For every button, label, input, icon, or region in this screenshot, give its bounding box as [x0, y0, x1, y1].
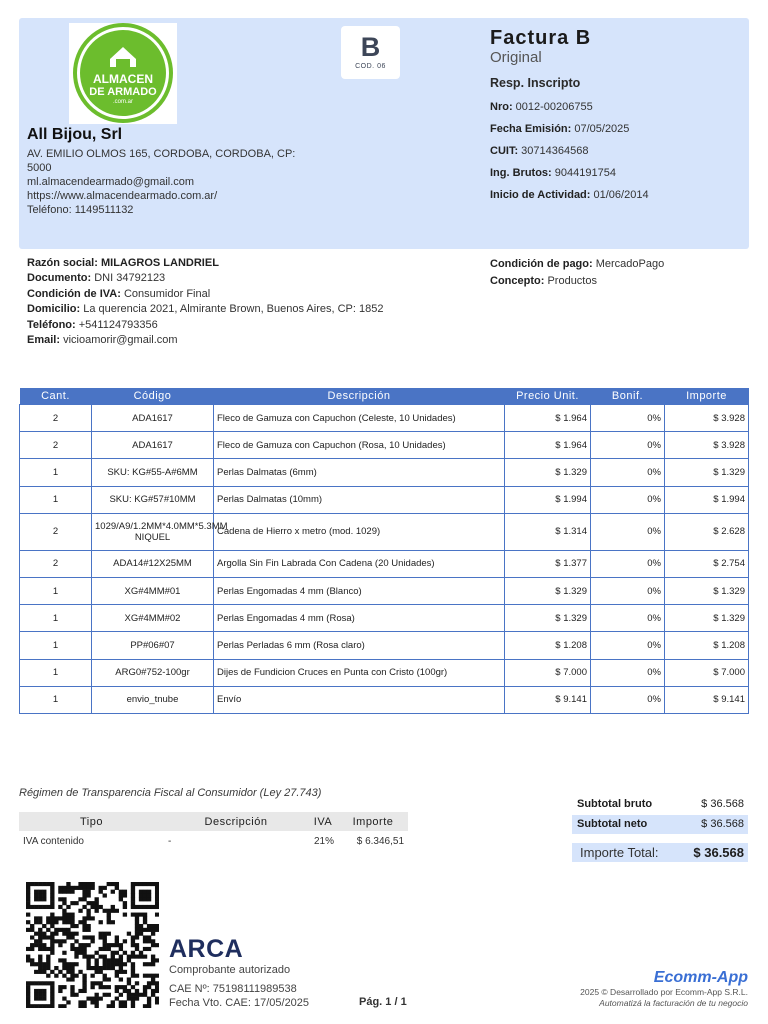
arca-status: Comprobante autorizado [169, 964, 291, 976]
item-importe: $ 1.208 [665, 632, 749, 659]
item-codigo: XG#4MM#02 [92, 605, 214, 632]
item-descripcion: Fleco de Gamuza con Capuchon (Rosa, 10 Unidades) [214, 432, 505, 459]
item-codigo: ADA14#12X25MM [92, 550, 214, 577]
table-row [20, 513, 749, 550]
item-cant: 2 [20, 550, 92, 577]
item-precio: $ 1.329 [505, 459, 591, 486]
col-bonif: Bonif. [591, 388, 665, 405]
item-cant: 2 [20, 405, 92, 432]
arca-block [169, 935, 309, 1010]
qr-code[interactable] [26, 882, 159, 1008]
item-bonif: 0% [591, 577, 665, 604]
item-precio: $ 1.994 [505, 486, 591, 513]
item-precio: $ 1.314 [505, 513, 591, 550]
table-row [20, 459, 749, 486]
item-precio: $ 1.329 [505, 605, 591, 632]
table-row [20, 659, 749, 686]
item-importe: $ 3.928 [665, 432, 749, 459]
company-email: ml.almacendearmado@gmail.com [27, 176, 195, 188]
ecomm-tagline: Automatizá la facturación de tu negocio [599, 998, 748, 1008]
page-number: Pág. 1 / 1 [359, 996, 407, 1008]
tax-header-row [19, 812, 408, 831]
company-website: https://www.almacendearmado.com.ar/ [27, 190, 218, 202]
items-header-row [20, 388, 749, 405]
subtotal-neto: Subtotal neto $ 36.568 [572, 815, 748, 834]
ecomm-logo: Ecomm-App [653, 969, 748, 986]
table-row [20, 550, 749, 577]
tax-col-importe: Importe [338, 812, 408, 831]
col-importe: Importe [665, 388, 749, 405]
col-precio: Precio Unit. [505, 388, 591, 405]
item-cant: 1 [20, 459, 92, 486]
client-name: Razón social: MILAGROS LANDRIEL [27, 257, 219, 269]
item-codigo: envio_tnube [92, 686, 214, 713]
item-bonif: 0% [591, 550, 665, 577]
tax-iva: 21% [313, 835, 334, 847]
totals [572, 795, 748, 862]
subtotal-bruto: Subtotal bruto $ 36.568 [577, 798, 744, 810]
logo-line3: .com.ar [112, 99, 134, 105]
item-importe: $ 7.000 [665, 659, 749, 686]
item-precio: $ 9.141 [505, 686, 591, 713]
ecomm-footer [580, 969, 748, 1009]
col-cant: Cant. [20, 388, 92, 405]
item-precio: $ 1.329 [505, 577, 591, 604]
table-row [20, 405, 749, 432]
payment-concept: Concepto: Productos [490, 275, 597, 287]
item-importe: $ 9.141 [665, 686, 749, 713]
payment-info [490, 256, 750, 290]
ecomm-dev: 2025 © Desarrollado por Ecomm-App S.R.L. [580, 987, 748, 997]
table-row [20, 605, 749, 632]
item-descripcion: Perlas Dalmatas (10mm) [214, 486, 505, 513]
invoice-letter-box [341, 26, 400, 79]
company-phone: Teléfono: 1149511132 [27, 204, 134, 216]
invoice-title: Factura B [490, 27, 592, 49]
item-cant: 1 [20, 577, 92, 604]
invoice-number: Nro: 0012-00206755 [490, 101, 593, 113]
item-bonif: 0% [591, 405, 665, 432]
col-descripcion: Descripción [214, 388, 505, 405]
table-row [20, 432, 749, 459]
item-codigo: SKU: KG#55-A#6MM [92, 459, 214, 486]
item-cant: 1 [20, 686, 92, 713]
tax-table [19, 812, 408, 851]
tax-col-iva: IVA [308, 812, 338, 831]
item-importe: $ 1.329 [665, 459, 749, 486]
col-codigo: Código [92, 388, 214, 405]
item-descripcion: Envío [214, 686, 505, 713]
company-address: AV. EMILIO OLMOS 165, CORDOBA, CORDOBA, CP: [27, 148, 296, 160]
invoice-code: COD. 06 [355, 63, 386, 70]
item-precio: $ 1.964 [505, 432, 591, 459]
item-importe: $ 2.754 [665, 550, 749, 577]
item-bonif: 0% [591, 486, 665, 513]
item-descripcion: Perlas Perladas 6 mm (Rosa claro) [214, 632, 505, 659]
tax-row [19, 831, 408, 851]
table-row [20, 632, 749, 659]
item-bonif: 0% [591, 432, 665, 459]
item-codigo: ADA1617 [92, 432, 214, 459]
cae-due-date: Fecha Vto. CAE: 17/05/2025 [169, 997, 310, 1009]
item-descripcion: Fleco de Gamuza con Capuchon (Celeste, 10 Unidades) [214, 405, 505, 432]
item-bonif: 0% [591, 686, 665, 713]
tax-importe: $ 6.346,51 [356, 835, 404, 847]
table-row [20, 686, 749, 713]
item-descripcion: Perlas Engomadas 4 mm (Blanco) [214, 577, 505, 604]
item-descripcion: Cadena de Hierro x metro (mod. 1029) [214, 513, 505, 550]
invoice-start-date: Inicio de Actividad: 01/06/2014 [490, 189, 649, 201]
item-bonif: 0% [591, 659, 665, 686]
company-name: All Bijou, Srl [27, 126, 123, 143]
item-bonif: 0% [591, 605, 665, 632]
client-document: Documento: DNI 34792123 [27, 272, 166, 285]
table-row [20, 486, 749, 513]
tax-tipo: IVA contenido [23, 835, 84, 847]
importe-total: Importe Total: $ 36.568 [572, 843, 748, 862]
item-precio: $ 1.964 [505, 405, 591, 432]
item-descripcion: Argolla Sin Fin Labrada Con Cadena (20 Unidades) [214, 550, 505, 577]
item-cant: 1 [20, 605, 92, 632]
invoice-copy: Original [490, 49, 542, 66]
invoice-letter: B [360, 32, 381, 62]
client-email: Email: vicioamorir@gmail.com [27, 334, 178, 347]
invoice-cuit: CUIT: 30714364568 [490, 145, 589, 157]
company-logo [69, 23, 177, 124]
invoice-date: Fecha Emisión: 07/05/2025 [490, 123, 630, 135]
client-phone: Teléfono: +541124793356 [27, 318, 158, 331]
item-bonif: 0% [591, 632, 665, 659]
invoice-iibb: Ing. Brutos: 9044191754 [490, 167, 616, 179]
item-importe: $ 1.329 [665, 605, 749, 632]
cae-number: CAE Nº: 75198111989538 [169, 983, 297, 995]
invoice-meta [490, 27, 740, 206]
item-codigo: 1029/A9/1.2MM*4.0MM*5.3MM NIQUEL [92, 513, 214, 550]
item-importe: $ 3.928 [665, 405, 749, 432]
logo-line2: DE ARMADO [89, 86, 157, 98]
table-row [20, 577, 749, 604]
item-importe: $ 1.329 [665, 577, 749, 604]
client-address: Domicilio: La querencia 2021, Almirante Brown, Buenos Aires, CP: 1852 [27, 303, 384, 316]
item-cant: 2 [20, 513, 92, 550]
payment-condition: Condición de pago: MercadoPago [490, 258, 665, 270]
logo-line1: ALMACEN [93, 72, 153, 86]
client-info [27, 256, 477, 348]
items-table [19, 388, 749, 714]
item-codigo: ARG0#752-100gr [92, 659, 214, 686]
item-precio: $ 1.208 [505, 632, 591, 659]
item-descripcion: Dijes de Fundicion Cruces en Punta con Cristo (100gr) [214, 659, 505, 686]
company-zip: 5000 [27, 162, 52, 174]
item-importe: $ 1.994 [665, 486, 749, 513]
tax-descripcion: - [168, 835, 172, 847]
item-bonif: 0% [591, 459, 665, 486]
company-info [27, 126, 327, 217]
tax-col-tipo: Tipo [19, 812, 164, 831]
item-descripcion: Perlas Dalmatas (6mm) [214, 459, 505, 486]
item-codigo: XG#4MM#01 [92, 577, 214, 604]
item-cant: 1 [20, 632, 92, 659]
invoice-resp: Resp. Inscripto [490, 76, 581, 90]
item-codigo: SKU: KG#57#10MM [92, 486, 214, 513]
tax-col-descripcion: Descripción [164, 812, 308, 831]
item-importe: $ 2.628 [665, 513, 749, 550]
regimen-note: Régimen de Transparencia Fiscal al Consumidor (Ley 27.743) [19, 787, 322, 799]
item-descripcion: Perlas Engomadas 4 mm (Rosa) [214, 605, 505, 632]
item-cant: 1 [20, 659, 92, 686]
item-precio: $ 1.377 [505, 550, 591, 577]
arca-logo: ARCA [169, 935, 244, 963]
item-cant: 2 [20, 432, 92, 459]
item-codigo: ADA1617 [92, 405, 214, 432]
item-bonif: 0% [591, 513, 665, 550]
item-precio: $ 7.000 [505, 659, 591, 686]
item-cant: 1 [20, 486, 92, 513]
client-iva: Condición de IVA: Consumidor Final [27, 287, 211, 300]
item-codigo: PP#06#07 [92, 632, 214, 659]
